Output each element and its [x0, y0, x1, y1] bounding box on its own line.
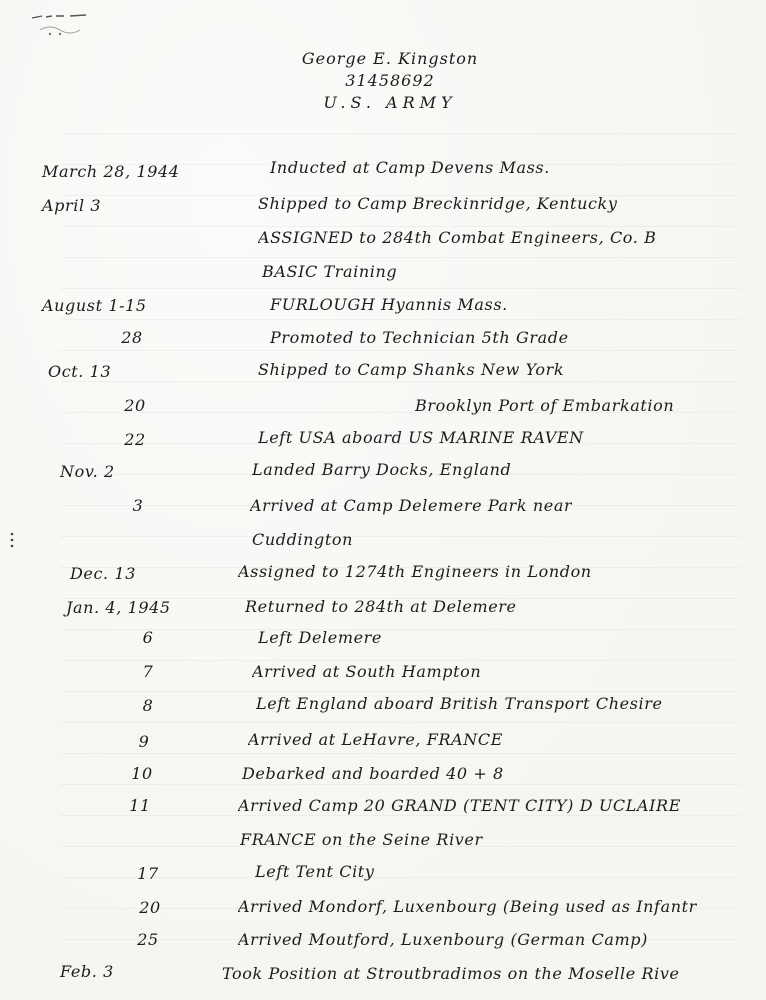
- entry-event: ASSIGNED to 284th Combat Engineers, Co. B: [258, 228, 657, 247]
- soldier-name: George E. Kingston: [301, 49, 479, 68]
- entry-event: Debarked and boarded 40 + 8: [242, 764, 504, 783]
- entry-date: 25: [137, 930, 159, 949]
- entry-event: Shipped to Camp Shanks New York: [258, 360, 565, 379]
- entry-date: March 28, 1944: [42, 162, 180, 181]
- entry-event: Took Position at Stroutbradimos on the Moselle Rive: [222, 964, 680, 983]
- entry-event: Left Delemere: [258, 628, 382, 647]
- entry-event: Arrived at LeHavre, FRANCE: [248, 730, 503, 749]
- entry-date: 11: [129, 796, 151, 815]
- entry-event: Returned to 284th at Delemere: [245, 597, 517, 616]
- entry-date: 8: [142, 696, 154, 715]
- entry-date: 7: [142, 662, 154, 681]
- entry-event: Arrived Moutford, Luxenbourg (German Camp): [238, 930, 648, 949]
- branch-of-service: U.S. ARMY: [323, 93, 457, 112]
- entry-date: Dec. 13: [70, 564, 136, 583]
- entry-date: August 1-15: [42, 296, 147, 315]
- entry-event: Landed Barry Docks, England: [252, 460, 512, 479]
- entry-event: Arrived at South Hampton: [252, 662, 482, 681]
- document-header: [240, 48, 540, 114]
- entry-event: Brooklyn Port of Embarkation: [415, 396, 675, 415]
- entry-date: 20: [139, 898, 161, 917]
- entry-date: 6: [142, 628, 154, 647]
- entry-event: Cuddington: [252, 530, 354, 549]
- entry-event: FURLOUGH Hyannis Mass.: [270, 295, 508, 314]
- entry-date: Nov. 2: [60, 462, 115, 481]
- entry-event: Arrived at Camp Delemere Park near: [250, 496, 573, 515]
- entry-date: 17: [137, 864, 159, 883]
- entry-event: Promoted to Technician 5th Grade: [270, 328, 569, 347]
- entry-event: Assigned to 1274th Engineers in London: [238, 562, 592, 581]
- entry-event: Arrived Camp 20 GRAND (TENT CITY) D UCLAIRE: [238, 796, 681, 815]
- entry-date: 28: [121, 328, 143, 347]
- entry-date: Oct. 13: [48, 362, 112, 381]
- entry-event: Left USA aboard US MARINE RAVEN: [258, 428, 584, 447]
- entry-event: Inducted at Camp Devens Mass.: [270, 158, 550, 177]
- entry-event: Left England aboard British Transport Chesire: [256, 694, 663, 713]
- entry-event: Shipped to Camp Breckinridge, Kentucky: [258, 194, 618, 213]
- entry-date: 10: [131, 764, 153, 783]
- entry-event: BASIC Training: [262, 262, 398, 281]
- entry-date: 9: [138, 732, 150, 751]
- entry-date: April 3: [42, 196, 102, 215]
- entry-event: FRANCE on the Seine River: [240, 830, 483, 849]
- entry-date: 20: [124, 396, 146, 415]
- entry-date: Feb. 3: [60, 962, 114, 981]
- entry-date: Jan. 4, 1945: [66, 598, 171, 617]
- serial-number: 31458692: [345, 71, 435, 90]
- entry-date: 3: [132, 496, 144, 515]
- corner-pencil-mark: [30, 10, 90, 40]
- margin-dots: [6, 530, 18, 550]
- entry-event: Arrived Mondorf, Luxenbourg (Being used as Infantr: [238, 897, 697, 916]
- entry-event: Left Tent City: [255, 862, 375, 881]
- entry-date: 22: [124, 430, 146, 449]
